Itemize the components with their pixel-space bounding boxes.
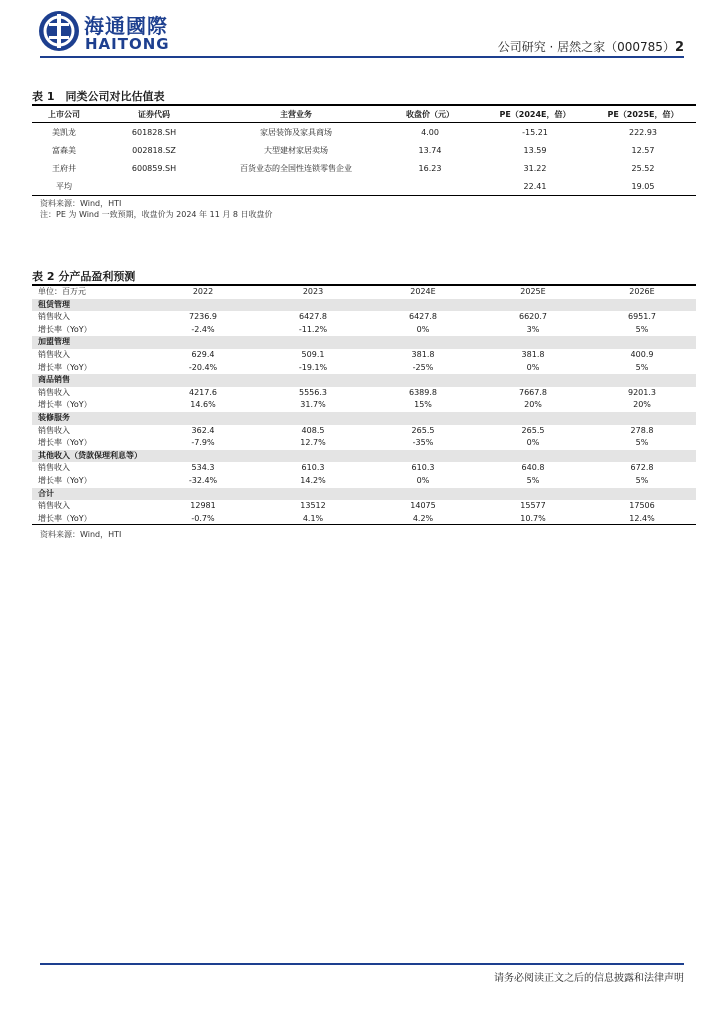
- table-cell: -15.21: [522, 127, 548, 137]
- table-cell: 12.7%: [300, 438, 326, 448]
- table-cell: 672.8: [630, 463, 654, 473]
- table-cell: 362.4: [191, 425, 215, 435]
- table-cell: 002818.SZ: [132, 145, 176, 155]
- table-cell: 610.3: [301, 463, 325, 473]
- table-cell: 5%: [635, 324, 649, 334]
- row-label: 销售收入: [38, 501, 70, 511]
- table-cell: -19.1%: [298, 362, 328, 372]
- table-cell: 4217.6: [189, 387, 217, 397]
- table-header-row: [32, 286, 696, 299]
- table-cell: 4.1%: [302, 513, 324, 523]
- average-pe-2025: 19.05: [631, 181, 655, 191]
- table-cell: 0%: [526, 438, 540, 448]
- column-header: 主营业务: [280, 109, 312, 119]
- table-cell: 10.7%: [520, 513, 546, 523]
- table-cell: 14.6%: [190, 400, 216, 410]
- row-label: 销售收入: [38, 312, 70, 322]
- table-cell: -25%: [412, 362, 434, 372]
- column-header: 证券代码: [138, 109, 170, 119]
- product-profit-forecast-table: [32, 286, 696, 525]
- table1-note: 注：PE 为 Wind 一致预期，收盘价为 2024 年 11 月 8 日收盘价: [40, 210, 273, 219]
- column-header: 收盘价（元）: [406, 109, 454, 119]
- table-cell: 610.3: [411, 463, 435, 473]
- table2-title: 表 2 分产品盈利预测: [32, 270, 136, 283]
- table-cell: -32.4%: [188, 475, 218, 485]
- table-cell: 15%: [414, 400, 432, 410]
- table-cell: 5%: [526, 475, 540, 485]
- table-cell: -0.7%: [191, 513, 215, 523]
- section-name: 商品销售: [32, 374, 696, 387]
- brand-name-en: HAITONG: [85, 35, 170, 53]
- table-cell: 5%: [635, 362, 649, 372]
- table1-title: 表 1 同类公司对比估值表: [32, 90, 165, 103]
- disclaimer-text: 请务必阅读正文之后的信息披露和法律声明: [494, 973, 684, 984]
- table-cell: 13.59: [523, 145, 547, 155]
- section-header-row: [32, 488, 696, 501]
- footer-divider: [40, 963, 684, 965]
- table-cell: 14075: [410, 501, 436, 511]
- table-cell: 14.2%: [300, 475, 326, 485]
- table-cell: 4.00: [421, 127, 439, 137]
- table-cell: 408.5: [301, 425, 325, 435]
- year-header: 2023: [302, 287, 324, 296]
- table-cell: 7667.8: [519, 387, 547, 397]
- table-cell: 富森美: [52, 145, 76, 155]
- row-label: 增长率（YoY）: [38, 513, 92, 523]
- row-label: 增长率（YoY）: [38, 324, 92, 334]
- table-cell: 31.7%: [300, 400, 326, 410]
- section-name: 租赁管理: [32, 299, 696, 312]
- table-cell: 600859.SH: [131, 163, 177, 173]
- table-cell: 640.8: [521, 463, 545, 473]
- table-cell: 278.8: [630, 425, 654, 435]
- valuation-comparison-table: [32, 105, 696, 195]
- growth-row: [32, 324, 696, 337]
- report-title: 公司研究 · 居然之家（000785）: [497, 40, 675, 54]
- row-label: 销售收入: [38, 425, 70, 435]
- table-cell: 509.1: [301, 349, 325, 359]
- section-name: 加盟管理: [32, 336, 696, 349]
- table-cell: 4.2%: [412, 513, 434, 523]
- table-cell: 王府井: [52, 163, 76, 173]
- table-cell: 6427.8: [409, 312, 437, 322]
- table-cell: -11.2%: [298, 324, 328, 334]
- growth-row: [32, 437, 696, 450]
- year-header: 2024E: [410, 287, 436, 296]
- revenue-row: [32, 311, 696, 324]
- table2-bottom-rule: [32, 524, 696, 525]
- revenue-row: [32, 462, 696, 475]
- table-cell: 20%: [633, 400, 651, 410]
- brand-name-cn: 海通國際: [84, 14, 168, 38]
- revenue-row: [32, 500, 696, 513]
- table-cell: 大型建材家居卖场: [264, 145, 328, 155]
- table-cell: -7.9%: [191, 438, 215, 448]
- row-label: 销售收入: [38, 463, 70, 473]
- table-cell: 381.8: [521, 349, 545, 359]
- column-header: 上市公司: [48, 109, 80, 119]
- section-name: 其他收入（贷款保理利息等）: [32, 450, 696, 463]
- row-label: 增长率（YoY）: [38, 362, 92, 372]
- row-label: 销售收入: [38, 387, 70, 397]
- haitong-logo: [38, 8, 178, 54]
- table-cell: 7236.9: [189, 312, 217, 322]
- revenue-row: [32, 387, 696, 400]
- table-cell: 25.52: [631, 163, 655, 173]
- table-cell: [380, 177, 480, 195]
- column-header: PE（2025E，倍）: [607, 109, 679, 119]
- section-header-row: [32, 374, 696, 387]
- year-header: 2026E: [629, 287, 655, 296]
- table-cell: 31.22: [523, 163, 547, 173]
- haitong-logo-icon: [38, 10, 80, 52]
- table-row: [32, 159, 696, 177]
- table-cell: 12981: [190, 501, 216, 511]
- section-name: 装修服务: [32, 412, 696, 425]
- table-cell: 12.57: [631, 145, 655, 155]
- table-cell: 6620.7: [519, 312, 547, 322]
- section-header-row: [32, 450, 696, 463]
- table-cell: 13512: [300, 501, 326, 511]
- table-row: [32, 123, 696, 141]
- year-header: 2025E: [520, 287, 546, 296]
- table-cell: 16.23: [418, 163, 442, 173]
- unit-label: 单位：百万元: [38, 287, 86, 296]
- table-cell: 3%: [526, 324, 540, 334]
- revenue-row: [32, 349, 696, 362]
- growth-row: [32, 475, 696, 488]
- table-cell: 9201.3: [628, 387, 656, 397]
- table-cell: 5%: [635, 475, 649, 485]
- table-cell: -20.4%: [188, 362, 218, 372]
- table-header-row: [32, 105, 696, 123]
- header-divider: [40, 56, 684, 58]
- table-cell: 400.9: [630, 349, 654, 359]
- row-label: 增长率（YoY）: [38, 400, 92, 410]
- page-number: 2: [674, 40, 684, 55]
- average-pe-2024: 22.41: [523, 181, 547, 191]
- table-cell: 17506: [629, 501, 655, 511]
- row-label: 销售收入: [38, 349, 70, 359]
- table2-source: 资料来源：Wind，HTI: [40, 530, 122, 539]
- section-header-row: [32, 336, 696, 349]
- table-cell: [96, 177, 212, 195]
- section-name: 合计: [32, 488, 696, 501]
- table-cell: 0%: [416, 324, 430, 334]
- table-cell: -2.4%: [191, 324, 215, 334]
- report-header: [498, 38, 684, 55]
- table-cell: 13.74: [418, 145, 442, 155]
- section-header-row: [32, 299, 696, 312]
- section-header-row: [32, 412, 696, 425]
- table-cell: 20%: [524, 400, 542, 410]
- table-cell: 601828.SH: [131, 127, 177, 137]
- column-header: PE（2024E，倍）: [499, 109, 571, 119]
- table-cell: 265.5: [521, 425, 545, 435]
- table-cell: -35%: [412, 438, 434, 448]
- table1-source: 资料来源：Wind，HTI: [40, 199, 122, 208]
- table-cell: 222.93: [629, 127, 657, 137]
- table-cell: 0%: [416, 475, 430, 485]
- growth-row: [32, 362, 696, 375]
- table-cell: 12.4%: [629, 513, 655, 523]
- table-cell: 5%: [635, 438, 649, 448]
- table-cell: 家居装饰及家具商场: [260, 127, 332, 137]
- year-header: 2022: [192, 287, 214, 296]
- average-label: 平均: [56, 181, 72, 191]
- table-row: [32, 141, 696, 159]
- table-cell: 6427.8: [299, 312, 327, 322]
- table-cell: 629.4: [191, 349, 215, 359]
- table-cell: 265.5: [411, 425, 435, 435]
- table-cell: 百货业态的全国性连锁零售企业: [240, 163, 352, 173]
- table-cell: [212, 177, 380, 195]
- row-label: 增长率（YoY）: [38, 438, 92, 448]
- table-cell: 0%: [526, 362, 540, 372]
- table-cell: 5556.3: [299, 387, 327, 397]
- growth-row: [32, 399, 696, 412]
- table-cell: 6389.8: [409, 387, 437, 397]
- table-cell: 15577: [520, 501, 546, 511]
- row-label: 增长率（YoY）: [38, 475, 92, 485]
- table-cell: 美凯龙: [52, 127, 76, 137]
- table-cell: 6951.7: [628, 312, 656, 322]
- table1-header-rule: [32, 122, 696, 123]
- table-cell: 381.8: [411, 349, 435, 359]
- average-row: [32, 177, 696, 195]
- table-cell: 534.3: [191, 463, 215, 473]
- table1-bottom-rule: [32, 195, 696, 196]
- revenue-row: [32, 425, 696, 438]
